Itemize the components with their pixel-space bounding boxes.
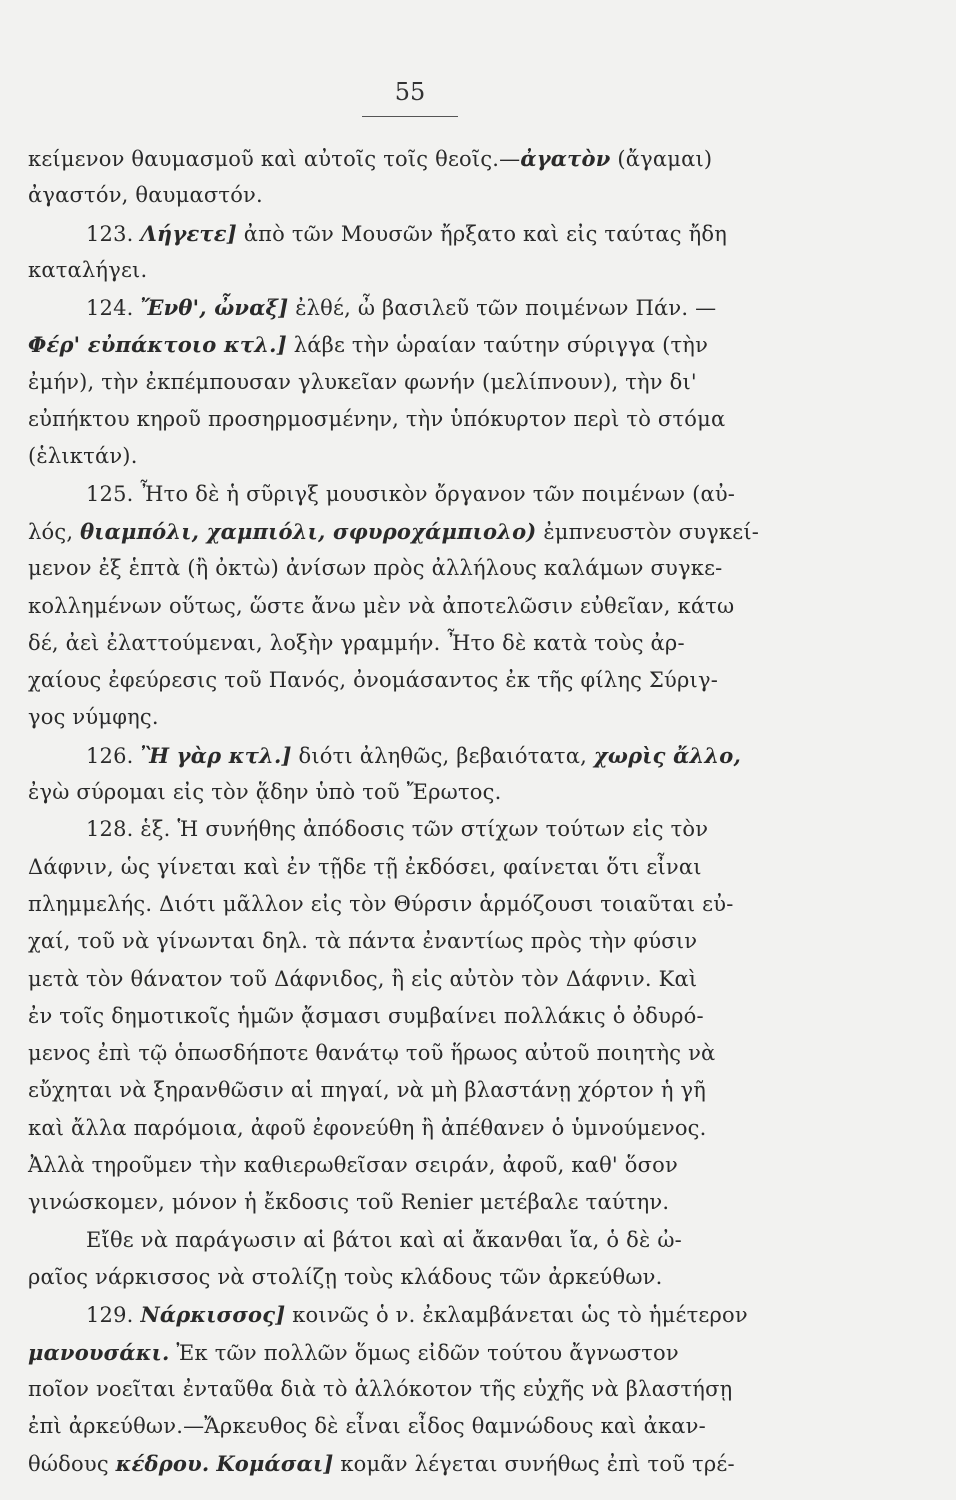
text-line xyxy=(28,513,828,550)
text-segment: κείμενον θαυμασμοῦ καὶ αὐτοῖς τοῖς θεοῖς.— xyxy=(28,147,521,171)
text-line xyxy=(28,215,828,252)
text-segment: 123. xyxy=(86,221,141,246)
text-line xyxy=(28,252,828,289)
text-segment: ἀπὸ τῶν Μουσῶν ἤρξατο καὶ εἰς ταύτας ἤδη xyxy=(236,221,728,246)
text-segment: μενος ἐπὶ τῷ ὁπωσδήποτε θανάτῳ τοῦ ἥρωος αὐτοῦ ποιητὴς νὰ xyxy=(28,1041,716,1066)
text-segment: Ἐκ τῶν πολλῶν ὅμως εἰδῶν τούτου ἄγνωστον xyxy=(169,1340,679,1365)
text-line xyxy=(28,1296,828,1333)
page-number: 55 xyxy=(394,78,426,106)
text-segment: ἐν τοῖς δημοτικοῖς ἡμῶν ᾄσμασι συμβαίνει πολλάκις ὁ ὀδυρό- xyxy=(28,1003,704,1028)
text-segment: χαί, τοῦ νὰ γίνωνται δηλ. τὰ πάντα ἐναντίως πρὸς τὴν φύσιν xyxy=(28,929,698,954)
text-segment: 128. ἑξ. Ἡ συνήθης ἀπόδοσις τῶν στίχων τούτων εἰς τὸν xyxy=(86,817,709,842)
text-line xyxy=(28,140,828,177)
text-segment: ἐγὼ σύρομαι εἰς τὸν ᾅδην ὑπὸ τοῦ Ἔρωτος. xyxy=(28,780,502,805)
text-line xyxy=(28,289,828,326)
text-line xyxy=(28,662,828,699)
text-segment: δέ, ἀεὶ ἐλαττούμεναι, λοξὴν γραμμήν. Ἦτο δὲ κατὰ τοὺς ἀρ- xyxy=(28,630,685,655)
text-line xyxy=(28,1334,828,1371)
text-line xyxy=(28,550,828,587)
lemma-text: Λήγετε] xyxy=(140,220,237,246)
text-segment: ραῖος νάρκισσος νὰ στολίζῃ τοὺς κλάδους τῶν ἀρκεύθων. xyxy=(28,1264,663,1289)
text-segment: ἐμπνευστὸν συγκεί- xyxy=(536,519,760,544)
text-segment: μενον ἐξ ἑπτὰ (ἢ ὀκτὼ) ἀνίσων πρὸς ἀλλήλους καλάμων συγκε- xyxy=(28,556,723,581)
text-segment: 129. xyxy=(86,1303,141,1328)
text-segment: λάβε τὴν ὡραίαν ταύτην σύριγγα (τὴν xyxy=(286,333,709,358)
text-line xyxy=(28,401,828,438)
text-segment: θώδους xyxy=(28,1452,116,1477)
text-segment: Δάφνιν, ὡς γίνεται καὶ ἐν τῇδε τῇ ἐκδόσει, φαίνεται ὅτι εἶναι xyxy=(28,854,702,879)
text-line xyxy=(28,1445,828,1482)
text-segment: κοινῶς ὁ ν. ἐκλαμβάνεται ὡς τὸ ἡμέτερον xyxy=(285,1303,748,1328)
commentary-text xyxy=(28,140,828,1483)
lemma-text: Ἔνθ', ὦναξ] xyxy=(140,295,289,321)
lemma-text: κέδρου. xyxy=(115,1451,210,1477)
text-segment: κομᾶν λέγεται συνήθως ἐπὶ τοῦ τρέ- xyxy=(333,1452,735,1477)
text-segment: 124. xyxy=(86,296,141,321)
text-line xyxy=(28,1222,828,1259)
lemma-text: Φέρ' εὐπάκτοιο κτλ.] xyxy=(28,332,287,358)
text-segment: χαίους ἐφεύρεσις τοῦ Πανός, ὀνομάσαντος ἐκ τῆς φίλης Σύριγ- xyxy=(28,668,719,693)
text-segment: κολλημένων οὕτως, ὥστε ἄνω μὲν νὰ ἀποτελῶσιν εὐθεῖαν, κάτω xyxy=(28,593,735,618)
text-line xyxy=(28,998,828,1035)
lemma-text: ἀγατὸν xyxy=(520,146,611,171)
text-segment: ἐλθέ, ὦ βασιλεῦ τῶν ποιμένων Πάν. — xyxy=(288,296,717,321)
text-line xyxy=(28,438,828,475)
text-line xyxy=(28,737,828,774)
text-line xyxy=(28,364,828,401)
text-segment: (ἑλικτάν). xyxy=(28,444,138,469)
text-segment: Εἴθε νὰ παράγωσιν αἱ βάτοι καὶ αἱ ἄκανθαι ἴα, ὁ δὲ ὠ- xyxy=(86,1227,682,1252)
lemma-text: Κομάσαι] xyxy=(216,1451,334,1477)
text-segment: καταλήγει. xyxy=(28,257,148,282)
text-segment: γος νύμφης. xyxy=(28,705,159,730)
text-line xyxy=(28,177,828,214)
text-segment: ἀγαστόν, θαυμαστόν. xyxy=(28,183,263,208)
text-line xyxy=(28,923,828,960)
text-line xyxy=(28,811,828,848)
text-line xyxy=(28,849,828,886)
text-line xyxy=(28,699,828,736)
text-line xyxy=(28,1371,828,1408)
text-line xyxy=(28,1408,828,1445)
text-segment: Ἀλλὰ τηροῦμεν τὴν καθιερωθεῖσαν σειράν, ἀφοῦ, καθ' ὅσον xyxy=(28,1153,678,1178)
text-line xyxy=(28,625,828,662)
text-line xyxy=(28,588,828,625)
text-line xyxy=(28,774,828,811)
text-segment: 126. xyxy=(86,743,141,768)
text-segment: εὔχηται νὰ ξηρανθῶσιν αἱ πηγαί, νὰ μὴ βλαστάνῃ χόρτον ἡ γῆ xyxy=(28,1078,707,1103)
text-segment: 125. Ἦτο δὲ ἡ σῦριγξ μουσικὸν ὄργανον τῶν ποιμένων (αὐ- xyxy=(86,481,736,506)
lemma-text: μανουσάκι. xyxy=(28,1339,170,1365)
lemma-text: χωρὶς ἄλλο, xyxy=(593,742,742,768)
lemma-text: θιαμπόλι, χαμπιόλι, σφυροχάμπιολο) xyxy=(80,518,537,544)
text-segment: ἐμήν), τὴν ἐκπέμπουσαν γλυκεῖαν φωνήν (μελίπνουν), τὴν δι' xyxy=(28,369,697,394)
text-line xyxy=(28,961,828,998)
text-segment: καὶ ἄλλα παρόμοια, ἀφοῦ ἐφονεύθη ἢ ἀπέθανεν ὁ ὑμνούμενος. xyxy=(28,1115,707,1140)
text-line xyxy=(28,1259,828,1296)
text-segment: μετὰ τὸν θάνατον τοῦ Δάφνιδος, ἢ εἰς αὐτὸν τὸν Δάφνιν. Καὶ xyxy=(28,966,698,991)
text-line xyxy=(28,1035,828,1072)
text-line xyxy=(28,1072,828,1109)
text-segment: εὐπήκτου κηροῦ προσηρμοσμένην, τὴν ὑπόκυρτον περὶ τὸ στόμα xyxy=(28,407,726,432)
lemma-text: Ἢ γὰρ κτλ.] xyxy=(140,742,292,768)
text-line xyxy=(28,1147,828,1184)
header-rule xyxy=(362,116,458,117)
text-segment: γινώσκομεν, μόνον ἡ ἔκδοσις τοῦ Renier μετέβαλε ταύτην. xyxy=(28,1190,670,1215)
text-segment: πλημμελής. Διότι μᾶλλον εἰς τὸν Θύρσιν ἁρμόζουσι τοιαῦται εὐ- xyxy=(28,891,734,916)
text-line xyxy=(28,326,828,363)
text-line xyxy=(28,476,828,513)
text-segment: λός, xyxy=(28,519,81,544)
text-segment: (ἄγαμαι) xyxy=(610,147,713,171)
lemma-text: Νάρκισσος] xyxy=(140,1302,286,1328)
text-line xyxy=(28,1110,828,1147)
text-line xyxy=(28,886,828,923)
text-segment: ποῖον νοεῖται ἐνταῦθα διὰ τὸ ἀλλόκοτον τῆς εὐχῆς νὰ βλαστήσῃ xyxy=(28,1376,733,1401)
text-segment: ἐπὶ ἀρκεύθων.—Ἄρκευθος δὲ εἶναι εἶδος θαμνώδους καὶ ἀκαν- xyxy=(28,1414,706,1439)
text-segment: διότι ἀληθῶς, βεβαιότατα, xyxy=(291,743,594,768)
text-line xyxy=(28,1184,828,1221)
